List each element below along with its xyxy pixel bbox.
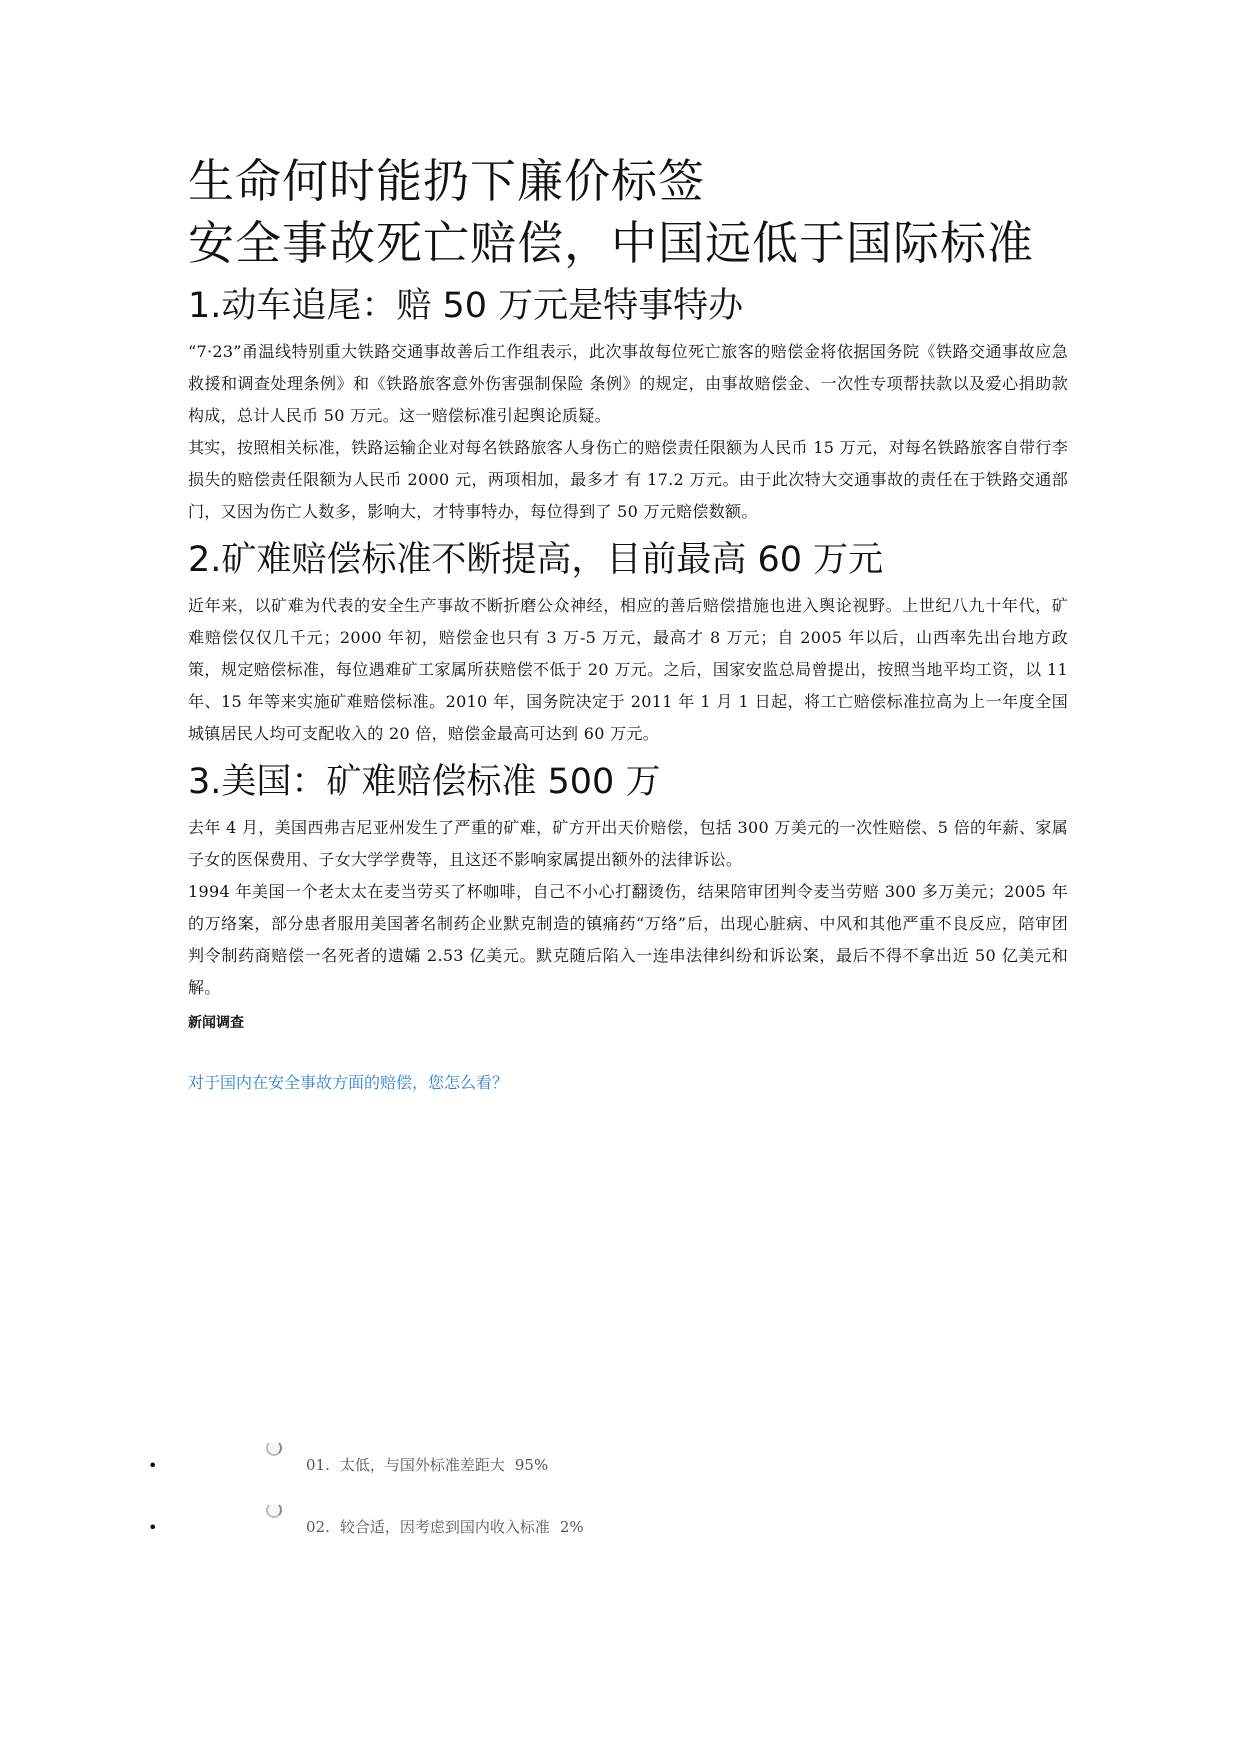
- bullet-icon: •: [148, 1518, 158, 1537]
- section-heading: 2.矿难赔偿标准不断提高，目前最高 60 万元: [188, 540, 884, 580]
- survey-option[interactable]: [0, 1440, 1241, 1502]
- option-label: [306, 1454, 558, 1476]
- radio-icon[interactable]: [266, 1440, 282, 1456]
- section-2: [188, 534, 1068, 750]
- survey-question-link[interactable]: 对于国内在安全事故方面的赔偿，您怎么看？: [188, 1073, 509, 1092]
- option-percent: 95%: [514, 1456, 549, 1474]
- paragraph: 去年 4 月，美国西弗吉尼亚州发生了严重的矿难，矿方开出天价赔偿，包括 300 万美元的一次性赔偿、5 倍的年薪、家属子女的医保费用、子女大学学费等，且这还不影响家属提出额外的法律诉讼。: [188, 818, 1068, 869]
- title-line-2: 安全事故死亡赔偿，中国远低于国际标准: [188, 216, 1034, 270]
- option-label: [306, 1516, 594, 1538]
- paragraph: “7·23”甬温线特别重大铁路交通事故善后工作组表示，此次事故每位死亡旅客的赔偿金将依据国务院《铁路交通事故应急救援和调查处理条例》和《铁路旅客意外伤害强制保险 条例》的规定，由事故赔偿金、一次性专项帮扶款以及爱心捐助款构成，总计人民币 50 万元。这一赔偿标准引起舆论质疑。: [188, 342, 1068, 425]
- section-1: [188, 280, 1068, 528]
- survey-option[interactable]: [0, 1502, 1241, 1564]
- survey-label: 新闻调查: [188, 1015, 244, 1031]
- bullet-icon: •: [148, 1456, 158, 1475]
- option-number: 02.: [306, 1518, 330, 1536]
- section-heading: 3.美国：矿难赔偿标准 500 万: [188, 762, 661, 802]
- paragraph: 1994 年美国一个老太太在麦当劳买了杯咖啡，自己不小心打翻烫伤，结果陪审团判令麦当劳赔 300 多万美元；2005 年的万络案，部分患者服用美国著名制药企业默克制造的镇痛药“万络”后，出现心脏病、中风和其他严重不良反应，陪审团判令制药商赔偿一名死者的遗孀 2.53 亿美元。默克随后陷入一连串法律纠纷和诉讼案，最后不得不拿出近 50 亿美元和解。: [188, 882, 1068, 997]
- section-3: [188, 756, 1068, 1004]
- section-heading: 1.动车追尾：赔 50 万元是特事特办: [188, 286, 744, 326]
- option-number: 01.: [306, 1456, 330, 1474]
- article: [188, 150, 1068, 1098]
- paragraph: 其实，按照相关标准，铁路运输企业对每名铁路旅客人身伤亡的赔偿责任限额为人民币 15 万元，对每名铁路旅客自带行李损失的赔偿责任限额为人民币 2000 元，两项相加，最多才 有 17.2 万元。由于此次特大交通事故的责任在于铁路交通部门，又因为伤亡人数多，影响大，才特事特办，每位得到了 50 万元赔偿数额。: [188, 438, 1068, 521]
- option-percent: 2%: [559, 1518, 584, 1536]
- option-text: 太低，与国外标准差距大: [339, 1456, 505, 1474]
- paragraph: 近年来，以矿难为代表的安全生产事故不断折磨公众神经，相应的善后赔偿措施也进入舆论视野。上世纪八九十年代，矿难赔偿仅仅几千元；2000 年初，赔偿金也只有 3 万-5 万元，最高才 8 万元；自 2005 年以后，山西率先出台地方政策，规定赔偿标准，每位遇难矿工家属所获赔偿不低于 20 万元。之后，国家安监总局曾提出，按照当地平均工资，以 11 年、15 年等来实施矿难赔偿标准。2010 年，国务院决定于 2011 年 1 月 1 日起，将工亡赔偿标准拉高为上一年度全国城镇居民人均可支配收入的 20 倍，赔偿金最高可达到 60 万元。: [188, 596, 1068, 743]
- article-title: [188, 150, 1068, 274]
- title-line-1: 生命何时能扔下廉价标签: [188, 154, 705, 208]
- option-text: 较合适，因考虑到国内收入标准: [339, 1518, 550, 1536]
- radio-icon[interactable]: [266, 1502, 282, 1518]
- survey-options: [0, 1440, 1241, 1564]
